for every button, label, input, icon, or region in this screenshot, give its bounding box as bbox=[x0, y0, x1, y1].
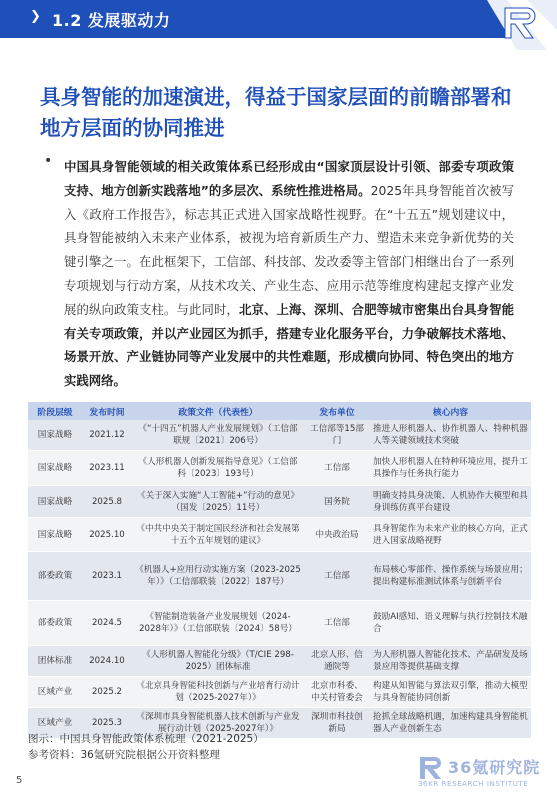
cell-content: 具身智能作为未来产业的核心方向，正式进入国家战略视野 bbox=[370, 518, 531, 552]
cell-unit: 深圳市科技创新局 bbox=[304, 708, 370, 739]
col-header-doc: 政策文件（代表性） bbox=[132, 402, 304, 420]
cell-time: 2024.10 bbox=[82, 646, 132, 677]
cell-content: 明确支持具身决策、人机协作大模型和具身训练仿真平台建设 bbox=[370, 486, 531, 518]
cell-doc: 《“十四五”机器人产业发展规划》（工信部联规〔2021〕206号） bbox=[132, 420, 304, 451]
cell-time: 2025.3 bbox=[82, 708, 132, 739]
table-row bbox=[28, 601, 531, 646]
cell-doc: 《关于深入实施“人工智能+”行动的意见》（国发〔2025〕11号） bbox=[132, 486, 304, 518]
table-header-row bbox=[28, 402, 531, 420]
cell-time: 2025.2 bbox=[82, 677, 132, 708]
body-part2: 2025年具身智能首次被写入《政府工作报告》，标志其正式进入国家战略性视野。在“十五五”规划建议中，具身智能被纳入未来产业体系，被视为培育新质生产力、塑造未来竞争新优势的关键引擎之一。 bbox=[64, 182, 514, 270]
cell-doc: 《智能制造装备产业发展规划（2024-2028年）》（工信部联装〔2024〕58号） bbox=[132, 601, 304, 646]
col-header-content: 核心内容 bbox=[370, 402, 531, 420]
cell-level: 团体标准 bbox=[28, 646, 82, 677]
policy-table bbox=[28, 402, 531, 739]
col-header-unit: 发布单位 bbox=[304, 402, 370, 420]
cell-unit: 北京市科委、中关村管委会 bbox=[304, 677, 370, 708]
cell-content: 加快人形机器人在特种环境应用，提升工具操作与任务执行能力 bbox=[370, 451, 531, 486]
r-logo-icon bbox=[418, 755, 446, 781]
footer-logo bbox=[418, 751, 548, 791]
body-paragraph bbox=[64, 155, 514, 393]
section-title: 1.2 发展驱动力 bbox=[52, 11, 171, 30]
table-row bbox=[28, 486, 531, 518]
chevron-right-icon: ❯ bbox=[30, 9, 41, 24]
body-part4-bold: 北京、上海、深圳、合肥等城市密集出台具身智能有关专项政策，并以产业园区为抓手，搭建专业化服务平台，力争破解技术落地、场景开放、产业链协同等产业发展中的共性难题，形成横向协同、特色突出的地方实践网络。 bbox=[64, 301, 515, 389]
col-header-level: 阶段层级 bbox=[28, 402, 82, 420]
cell-level: 国家战略 bbox=[28, 420, 82, 451]
page-number: 5 bbox=[16, 775, 23, 786]
cell-unit: 工信部 bbox=[304, 451, 370, 486]
cell-time: 2024.5 bbox=[82, 601, 132, 646]
figure-caption: 图示：中国具身智能政策体系梳理（2021-2025） bbox=[28, 733, 264, 745]
cell-content: 鼓励AI感知、语义理解与执行控制技术融合 bbox=[370, 601, 531, 646]
cell-doc: 《深圳市具身智能机器人技术创新与产业发展行动计划（2025-2027年）》 bbox=[132, 708, 304, 739]
source-note: 参考资料：36氪研究院根据公开资料整理 bbox=[28, 749, 220, 761]
cell-content: 为人形机器人智能化技术、产品研发及场景应用等提供基础支撑 bbox=[370, 646, 531, 677]
cell-time: 2023.1 bbox=[82, 552, 132, 601]
table-row bbox=[28, 552, 531, 601]
cell-level: 国家战略 bbox=[28, 451, 82, 486]
cell-time: 2025.8 bbox=[82, 486, 132, 518]
bullet-icon: • bbox=[44, 153, 53, 169]
table-row bbox=[28, 420, 531, 451]
cell-level: 国家战略 bbox=[28, 518, 82, 552]
cell-level: 部委政策 bbox=[28, 552, 82, 601]
cell-doc: 《人形机器人智能化分级》（T/CIE 298-2025）团体标准 bbox=[132, 646, 304, 677]
cell-unit: 工信部 bbox=[304, 601, 370, 646]
cell-content: 抢抓全球战略机遇，加速构建具身智能机器人产业创新生态 bbox=[370, 708, 531, 739]
logo-subtitle: 36KR RESEARCH INSTITUTE bbox=[418, 780, 529, 788]
cell-doc: 《人形机器人创新发展指导意见》（工信部科〔2023〕193号） bbox=[132, 451, 304, 486]
cell-unit: 中央政治局 bbox=[304, 518, 370, 552]
brand-r-logo-icon bbox=[447, 0, 557, 50]
logo-wordmark: 36氪研究院 bbox=[448, 758, 541, 777]
table-row bbox=[28, 677, 531, 708]
cell-unit: 工信部 bbox=[304, 552, 370, 601]
cell-level: 国家战略 bbox=[28, 486, 82, 518]
table-row bbox=[28, 518, 531, 552]
cell-content: 布局核心零部件、操作系统与场景应用；提出构建标准测试体系与创新平台 bbox=[370, 552, 531, 601]
body-lead-bold: 中国具身智能领域的相关政策体系已经形成由“国家顶层设计引领、部委专项政策支持、地方创新实践落地”的多层次、系统性推进格局。 bbox=[64, 159, 514, 198]
col-header-time: 发布时间 bbox=[82, 402, 132, 420]
cell-unit: 北京人形、信通院等 bbox=[304, 646, 370, 677]
body-part3: 在此框架下，工信部、科技部、发改委等主管部门相继出台了一系列专项规划与行动方案，从技术攻关、产业生态、应用示范等维度构建起支撑产业发展的纵向政策支柱。与此同时， bbox=[64, 254, 515, 317]
cell-level: 区域产业 bbox=[28, 677, 82, 708]
cell-doc: 《机器人+应用行动实施方案（2023-2025年）》（工信部联装〔2022〕187号） bbox=[132, 552, 304, 601]
cell-level: 部委政策 bbox=[28, 601, 82, 646]
cell-time: 2025.10 bbox=[82, 518, 132, 552]
cell-content: 推进人形机器人、协作机器人、特种机器人等关键领域技术突破 bbox=[370, 420, 531, 451]
cell-doc: 《中共中央关于制定国民经济和社会发展第十五个五年规划的建议》 bbox=[132, 518, 304, 552]
cell-doc: 《北京具身智能科技创新与产业培育行动计划（2025-2027年）》 bbox=[132, 677, 304, 708]
cell-time: 2023.11 bbox=[82, 451, 132, 486]
cell-time: 2021.12 bbox=[82, 420, 132, 451]
table-row bbox=[28, 451, 531, 486]
cell-content: 构建从知智能与算法双引擎，推动大模型与具身智能协同创新 bbox=[370, 677, 531, 708]
page-headline: 具身智能的加速演进，得益于国家层面的前瞻部署和地方层面的协同推进 bbox=[40, 85, 512, 140]
cell-unit: 工信部等15部门 bbox=[304, 420, 370, 451]
table-row bbox=[28, 646, 531, 677]
cell-level: 区域产业 bbox=[28, 708, 82, 739]
cell-unit: 国务院 bbox=[304, 486, 370, 518]
